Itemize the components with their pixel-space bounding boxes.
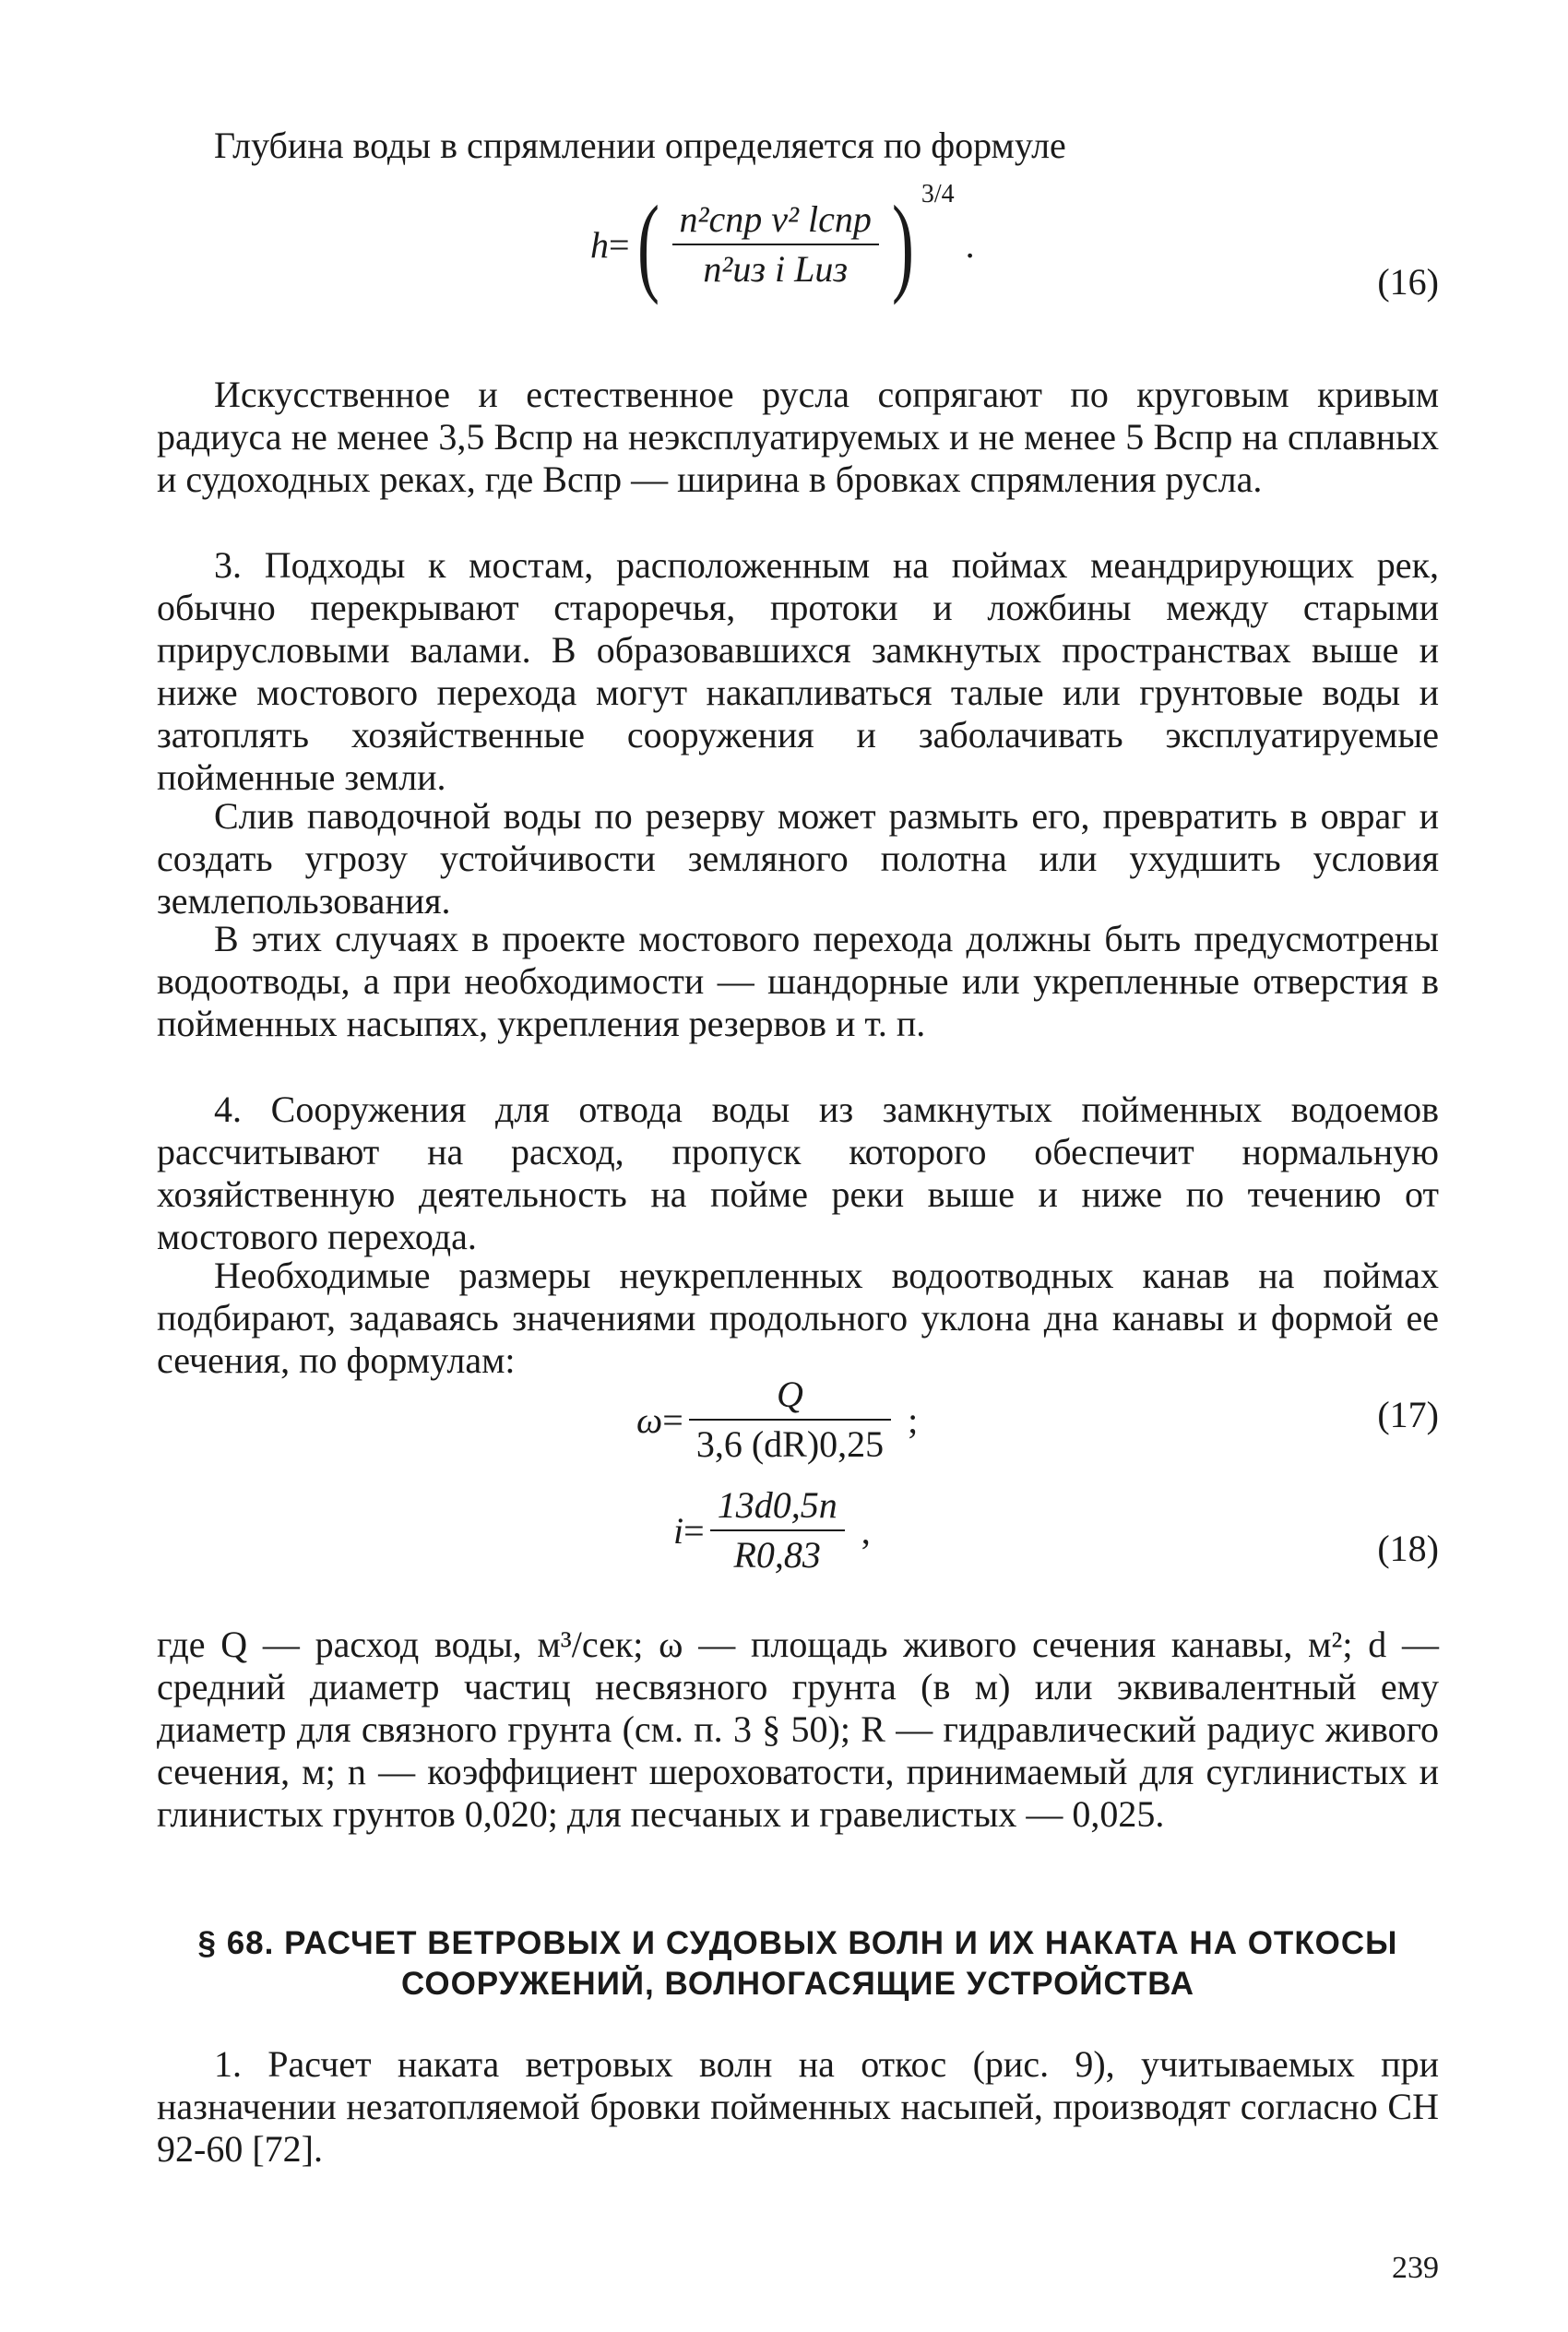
section-heading-68: § 68. РАСЧЕТ ВЕТРОВЫХ И СУДОВЫХ ВОЛН И ИХ НАКАТА НА ОТКОСЫ СООРУЖЕНИЙ, ВОЛНОГАСЯЩИЕ УСТРОЙСТВА [197, 1925, 1398, 2002]
formula-16-trail: . [965, 223, 975, 266]
paragraph-project-provisions: В этих случаях в проекте мостового перехода должны быть предусмотрены водоотводы, а при необходимости — шандорные или укрепленные отверстия в пойменных насыпях, укрепления резервов и т. п. [157, 918, 1439, 1044]
formula-17 [636, 1374, 918, 1465]
paragraph-water-depth-intro: Глубина воды в спрямлении определяется по формуле [214, 125, 1066, 166]
equation-number-17: (17) [1377, 1394, 1439, 1435]
equation-number-16: (16) [1377, 261, 1439, 303]
left-paren-icon: ( [636, 183, 659, 305]
formula-16-denominator: n²из i Lиз [703, 248, 848, 290]
formula-17-trail: ; [908, 1398, 919, 1441]
paragraph-channel-curves: Искусственное и естественное русла сопрягают по круговым кривым радиуса не менее 3,5 Bспр на неэксплуатируемых и не менее 5 Bспр на сплавных и судоходных реках, где Bспр — ширина в бровках спрямления русла. [157, 374, 1439, 500]
formula-16 [590, 180, 975, 305]
fraction-bar [689, 1419, 891, 1421]
formula-18-trail: , [861, 1509, 871, 1552]
paragraph-wave-runup: 1. Расчет наката ветровых волн на откос (рис. 9), учитываемых при назначении незатопляемой бровки пойменных насыпей, производят согласно СН 92-60 [72]. [157, 2043, 1439, 2170]
page-number: 239 [1392, 2251, 1439, 2285]
fraction-bar [672, 244, 879, 245]
formula-16-exponent: 3/4 [921, 180, 955, 208]
paragraph-notation: где Q — расход воды, м³/сек; ω — площадь живого сечения канавы, м²; d — средний диаметр частиц несвязного грунта (в м) или эквивалентный ему диаметр для связного грунта (см. п. 3 § 50); R — гидравлический радиус живого сечения, м; n — коэффициент шероховатости, принимаемый для суглинистых и глинистых грунтов 0,020; для песчаных и гравелистых — 0,025. [157, 1624, 1439, 1835]
formula-16-numerator: n²спр v² lспр [679, 198, 872, 240]
formula-17-fraction [689, 1374, 891, 1465]
paragraph-bridge-approaches: 3. Подходы к мостам, расположенным на поймах меандрирующих рек, обычно перекрывают староречья, протоки и ложбины между старыми прирусловыми валами. В образовавшихся замкнутых пространствах выше и ниже мостового перехода могут накапливаться талые или грунтовые воды и затоплять хозяйственные сооружения и заболачивать эксплуатируемые пойменные земли. [157, 544, 1439, 798]
formula-17-lhs: ω [636, 1398, 663, 1441]
formula-18 [673, 1485, 871, 1576]
formula-16-equals: = [609, 223, 630, 266]
fraction-bar [710, 1529, 845, 1531]
formula-18-lhs: i [673, 1509, 684, 1552]
formula-17-denominator: 3,6 (dR)0,25 [695, 1423, 885, 1465]
paragraph-ditch-sizes: Необходимые размеры неукрепленных водоотводных канав на поймах подбирают, задаваясь значениями продольного уклона дна канавы и формой ее сечения, по формулам: [157, 1255, 1439, 1381]
formula-18-equals: = [683, 1509, 705, 1552]
paragraph-flood-drainage: Слив паводочной воды по резерву может размыть его, превратить в овраг и создать угрозу устойчивости земляного полотна или ухудшить условия землепользования. [157, 795, 1439, 922]
formula-18-numerator: 13d0,5n [717, 1484, 837, 1526]
formula-16-fraction [672, 199, 879, 290]
formula-17-equals: = [662, 1398, 683, 1441]
formula-18-denominator: R0,83 [733, 1534, 821, 1576]
formula-16-lhs: h [590, 223, 609, 266]
right-paren-icon: ) [891, 183, 914, 305]
paragraph-drainage-structures: 4. Сооружения для отвода воды из замкнутых пойменных водоемов рассчитывают на расход, пропуск которого обеспечит нормальную хозяйственную деятельность на пойме реки выше и ниже по течению от мостового перехода. [157, 1089, 1439, 1257]
formula-18-fraction [710, 1485, 845, 1576]
formula-17-numerator: Q [777, 1374, 803, 1415]
equation-number-18: (18) [1377, 1528, 1439, 1569]
